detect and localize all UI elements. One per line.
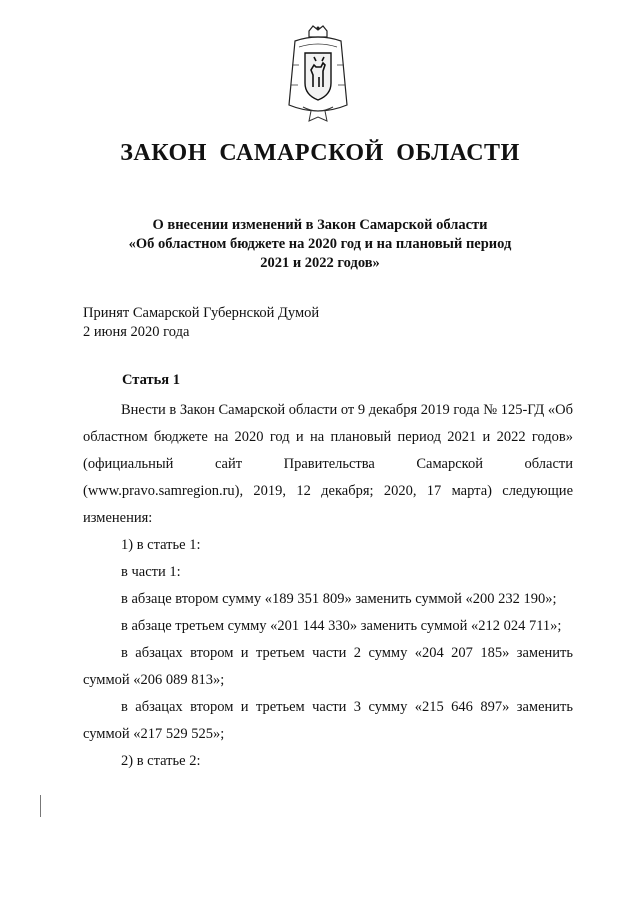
scan-artifact <box>40 795 41 817</box>
coat-of-arms-icon <box>283 25 353 125</box>
paragraph: в абзацах втором и третьем части 3 сумму «215 646 897» заменить суммой «217 529 525»; <box>83 699 573 742</box>
subject-line: 2021 и 2022 годов» <box>260 255 380 271</box>
subject-line: О внесении изменений в Закон Самарской области <box>152 217 488 233</box>
subject-line: «Об областном бюджете на 2020 год и на плановый период <box>128 236 512 252</box>
adoption-body: Принят Самарской Губернской Думой <box>83 305 320 321</box>
paragraph: 1) в статье 1: <box>121 537 201 553</box>
article-body <box>83 397 573 775</box>
adoption-block <box>83 304 483 342</box>
paragraph: в части 1: <box>121 564 181 580</box>
paragraph: в абзаце втором сумму «189 351 809» заменить суммой «200 232 190»; <box>121 591 557 607</box>
adoption-date: 2 июня 2020 года <box>83 324 190 340</box>
law-subject <box>60 216 580 273</box>
paragraph: в абзацах втором и третьем части 2 сумму «204 207 185» заменить суммой «206 089 813»; <box>83 645 573 688</box>
paragraph: Внести в Закон Самарской области от 9 декабря 2019 года № 125-ГД «Об областном бюджете на 2020 год и на плановый период 2021 и 2022 годов» (официальный сайт Правительства Самарской области (www.pravo.samregion.ru), 2019, 12 декабря; 2020, 17 марта) следующие изменения: <box>83 402 573 526</box>
article-heading: Статья 1 <box>122 372 180 388</box>
law-title: ЗАКОН САМАРСКОЙ ОБЛАСТИ <box>120 140 520 166</box>
paragraph: в абзаце третьем сумму «201 144 330» заменить суммой «212 024 711»; <box>121 618 562 634</box>
paragraph: 2) в статье 2: <box>121 753 201 769</box>
